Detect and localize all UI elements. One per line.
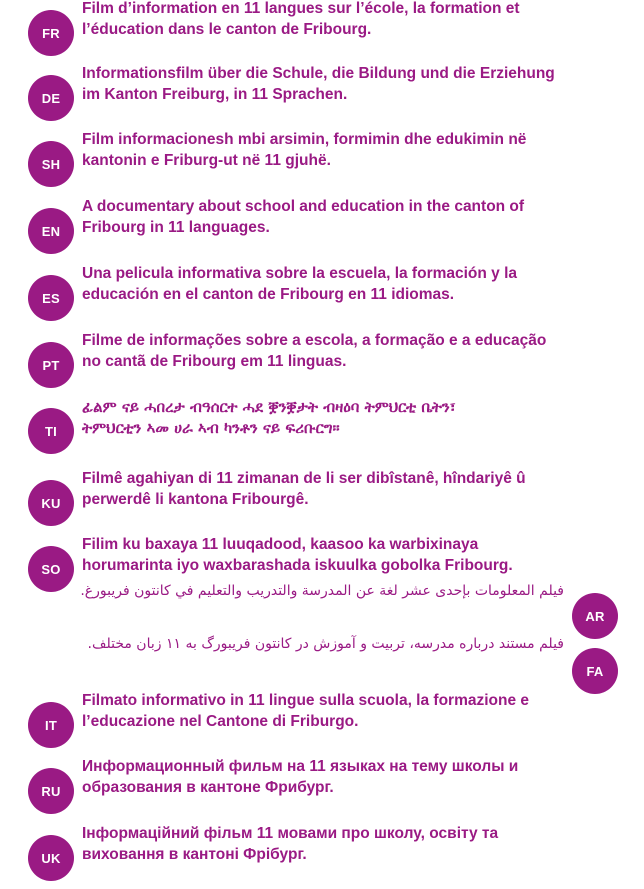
language-badge-ku[interactable]: KU	[28, 480, 74, 526]
film-description-uk[interactable]	[82, 824, 622, 865]
language-badge-ti[interactable]: TI	[28, 408, 74, 454]
description-line-2: im Kanton Freiburg, in 11 Sprachen.	[82, 85, 348, 103]
description-line-1: Film informacionesh mbi arsimin, formimin dhe edukimin në	[82, 131, 527, 148]
description-line-1: Filmato informativo in 11 lingue sulla scuola, la formazione e	[82, 692, 530, 709]
language-badge-uk[interactable]: UK	[28, 835, 74, 881]
film-description-it[interactable]	[82, 691, 622, 732]
description-line-2: виховання в кантоні Фрібург.	[82, 845, 307, 863]
description-line-2: kantonin e Friburg-ut në 11 gjuhë.	[82, 151, 331, 169]
film-description-fa[interactable]: فیلم مستند درباره مدرسه، تربیت و آموزش در کانتون فریبورگ به ۱۱ زبان مختلف.	[87, 636, 564, 652]
description-line-1: Film d’information en 11 langues sur l’école, la formation et	[82, 0, 520, 17]
language-badge-es[interactable]: ES	[28, 275, 74, 321]
film-description-ku[interactable]	[82, 469, 622, 510]
film-description-es[interactable]	[82, 264, 622, 305]
language-badge-fr[interactable]: FR	[28, 10, 74, 56]
film-description-fr[interactable]	[82, 0, 622, 40]
film-description-sh[interactable]	[82, 130, 622, 171]
description-line-2: ትምህርቲን ኣመ ሀራ ኣብ ካንቶን ናይ ፍሪቡርግ።	[82, 419, 340, 437]
language-badge-fa[interactable]: FA	[572, 648, 618, 694]
film-description-en[interactable]	[82, 197, 622, 238]
description-line-2: perwerdê li kantona Fribourgê.	[82, 490, 309, 508]
description-line-2: Fribourg in 11 languages.	[82, 218, 270, 236]
language-badge-sh[interactable]: SH	[28, 141, 74, 187]
description-line-1: A documentary about school and education in the canton of	[82, 198, 525, 215]
description-line-1: ፊልም ናይ ሓበረታ ብዓሰርተ ሓደ ቛንቛታት ብዛዕባ ትምህርቲ ቤትን፣	[82, 398, 456, 416]
film-description-de[interactable]	[82, 64, 622, 105]
language-badge-pt[interactable]: PT	[28, 342, 74, 388]
film-description-so[interactable]	[82, 535, 622, 576]
film-description-pt[interactable]	[82, 331, 622, 372]
description-line-1: Filme de informações sobre a escola, a formação e a educação	[82, 332, 547, 349]
description-line-1: Інформаційний фільм 11 мовами про школу, освіту та	[82, 825, 499, 842]
description-line-2: l’educazione nel Cantone di Friburgo.	[82, 712, 359, 730]
language-badge-it[interactable]: IT	[28, 702, 74, 748]
description-line-1: Информационный фильм на 11 языках на тему школы и	[82, 758, 519, 775]
description-line-1: Una pelicula informativa sobre la escuela, la formación y la	[82, 265, 518, 282]
description-line-1: Informationsfilm über die Schule, die Bildung und die Erziehung	[82, 65, 555, 82]
film-description-ru[interactable]	[82, 757, 622, 798]
film-description-ti[interactable]	[82, 397, 622, 439]
description-line-2: no cantã de Fribourg em 11 linguas.	[82, 352, 347, 370]
description-line-2: l’éducation dans le canton de Fribourg.	[82, 20, 372, 38]
description-line-2: horumarinta iyo waxbarashada iskuulka gobolka Fribourg.	[82, 556, 513, 574]
language-badge-so[interactable]: SO	[28, 546, 74, 592]
language-badge-ru[interactable]: RU	[28, 768, 74, 814]
film-description-ar[interactable]: فيلم المعلومات بإحدى عشر لغة عن المدرسة والتدريب والتعليم في كانتون فريبورغ.	[80, 583, 564, 599]
language-badge-de[interactable]: DE	[28, 75, 74, 121]
language-badge-ar[interactable]: AR	[572, 593, 618, 639]
description-line-2: educación en el canton de Fribourg en 11 idiomas.	[82, 285, 455, 303]
description-line-2: образования в кантоне Фрибург.	[82, 778, 334, 796]
description-line-1: Filim ku baxaya 11 luuqadood, kaasoo ka warbixinaya	[82, 536, 479, 553]
language-badge-en[interactable]: EN	[28, 208, 74, 254]
description-line-1: Filmê agahiyan di 11 zimanan de li ser dibîstanê, hîndariyê û	[82, 470, 526, 487]
